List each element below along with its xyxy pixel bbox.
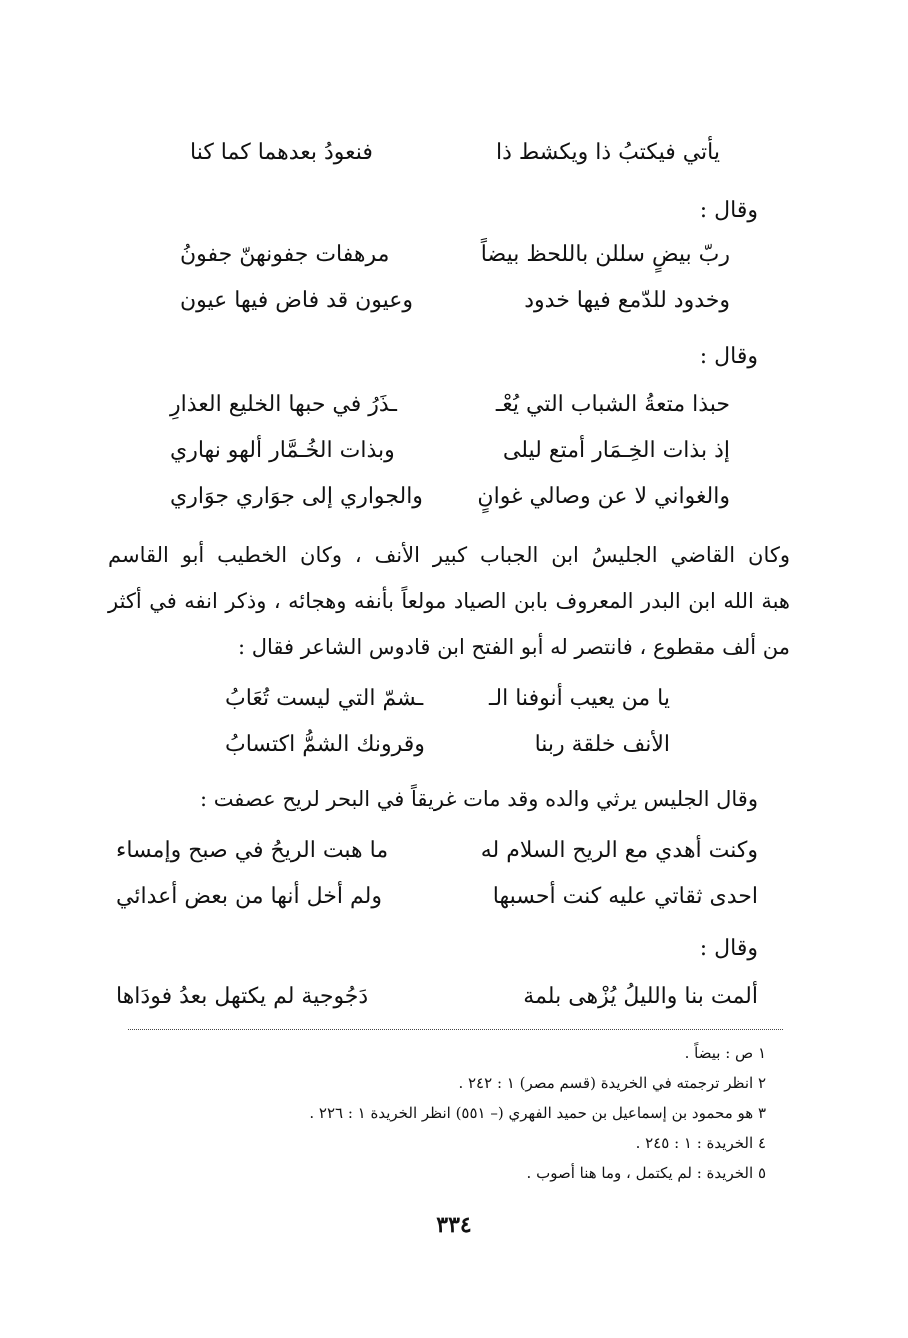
verse-hemistich-first: ربّ بيضٍ سللن باللحظ بيضاً [480,242,730,267]
footnote: ٤ الخريدة : ١ : ٢٤٥ . [635,1134,766,1152]
verse-intro: وقال الجليس يرثي والده وقد مات غريقاً في البحر لريح عصفت : [199,787,758,811]
verse-hemistich-first: وخدود للدّمع فيها خدود [524,288,730,313]
footnote: ١ ص : بيضاً . [684,1044,766,1062]
verse-line [170,390,730,420]
verse-hemistich-first: يا من يعيب أنوفنا الـ [488,686,670,711]
footnote: ٥ الخريدة : لم يكتمل ، وما هنا أصوب . [526,1164,766,1182]
verse-hemistich-first: وكنت أهدي مع الريح السلام له [480,838,758,863]
verse-hemistich-second: فنعودُ بعدهما كما كنا [190,140,373,165]
verse-line [116,836,758,866]
verse-intro: وقال : [699,344,758,369]
verse-hemistich-second: ـشمّ التي ليست تُعَابُ [225,686,424,711]
verse-hemistich-first: يأتي فيكتبُ ذا ويكشط ذا [495,140,720,165]
page-number: ٣٣٤ [436,1212,472,1238]
verse-hemistich-first: والغواني لا عن وصالي غوانٍ [477,484,730,509]
verse-hemistich-second: وعيون قد فاض فيها عيون [180,288,414,313]
footnote: ٣ هو محمود بن إسماعيل بن حميد الفهري (– ٥٥١) انظر الخريدة ١ : ٢٢٦ . [309,1104,766,1122]
verse-line [225,684,670,714]
verse-hemistich-second: مرهفات جفونهنّ جفونُ [180,242,390,267]
verse-line [116,882,758,912]
prose-line: هبة الله ابن البدر المعروف بابن الصياد مولعاً بأنفه وهجائه ، وذكر انفه في أكثر [108,589,790,613]
prose-line: وكان القاضي الجليسُ ابن الجباب كبير الأنف ، وكان الخطيب أبو القاسم [108,543,790,567]
verse-hemistich-first: ألمت بنا والليلُ يُزْهى بلمة [523,984,758,1009]
verse-hemistich-second: ما هبت الريحُ في صبح وإمساء [116,838,389,863]
verse-line [170,436,730,466]
footnote: ٢ انظر ترجمته في الخريدة (قسم مصر) ١ : ٢٤٢ . [458,1074,766,1092]
verse-hemistich-first: احدى ثقاتي عليه كنت أحسبها [492,884,758,909]
verse-hemistich-second: وبذات الخُـمَّار ألهو نهاري [170,438,395,463]
verse-hemistich-second: ـذَرُ في حبها الخليع العذارِ [170,392,397,417]
verse-hemistich-first: إذ بذات الخِـمَار أمتع ليلى [502,438,730,463]
verse-line [180,286,730,316]
verse-intro: وقال : [699,936,758,961]
footnote-divider [128,1029,783,1030]
verse-line [180,240,730,270]
verse-hemistich-second: ولم أخل أنها من بعض أعدائي [116,884,382,909]
verse-line [190,138,720,168]
verse-intro: وقال : [699,198,758,223]
verse-line [170,482,730,512]
verse-line [225,730,670,760]
verse-hemistich-second: دَجُوجية لم يكتهل بعدُ فودَاها [116,984,369,1009]
verse-hemistich-first: حبذا متعةُ الشباب التي يُعْـ [495,392,730,417]
verse-hemistich-second: والجواري إلى جوَاري جوَاري [170,484,423,509]
verse-hemistich-second: وقرونك الشمُّ اكتسابُ [225,732,425,757]
verse-hemistich-first: الأنف خلقة ربنا [534,732,670,757]
prose-line: من ألف مقطوع ، فانتصر له أبو الفتح ابن قادوس الشاعر فقال : [237,635,790,659]
verse-line [116,982,758,1012]
